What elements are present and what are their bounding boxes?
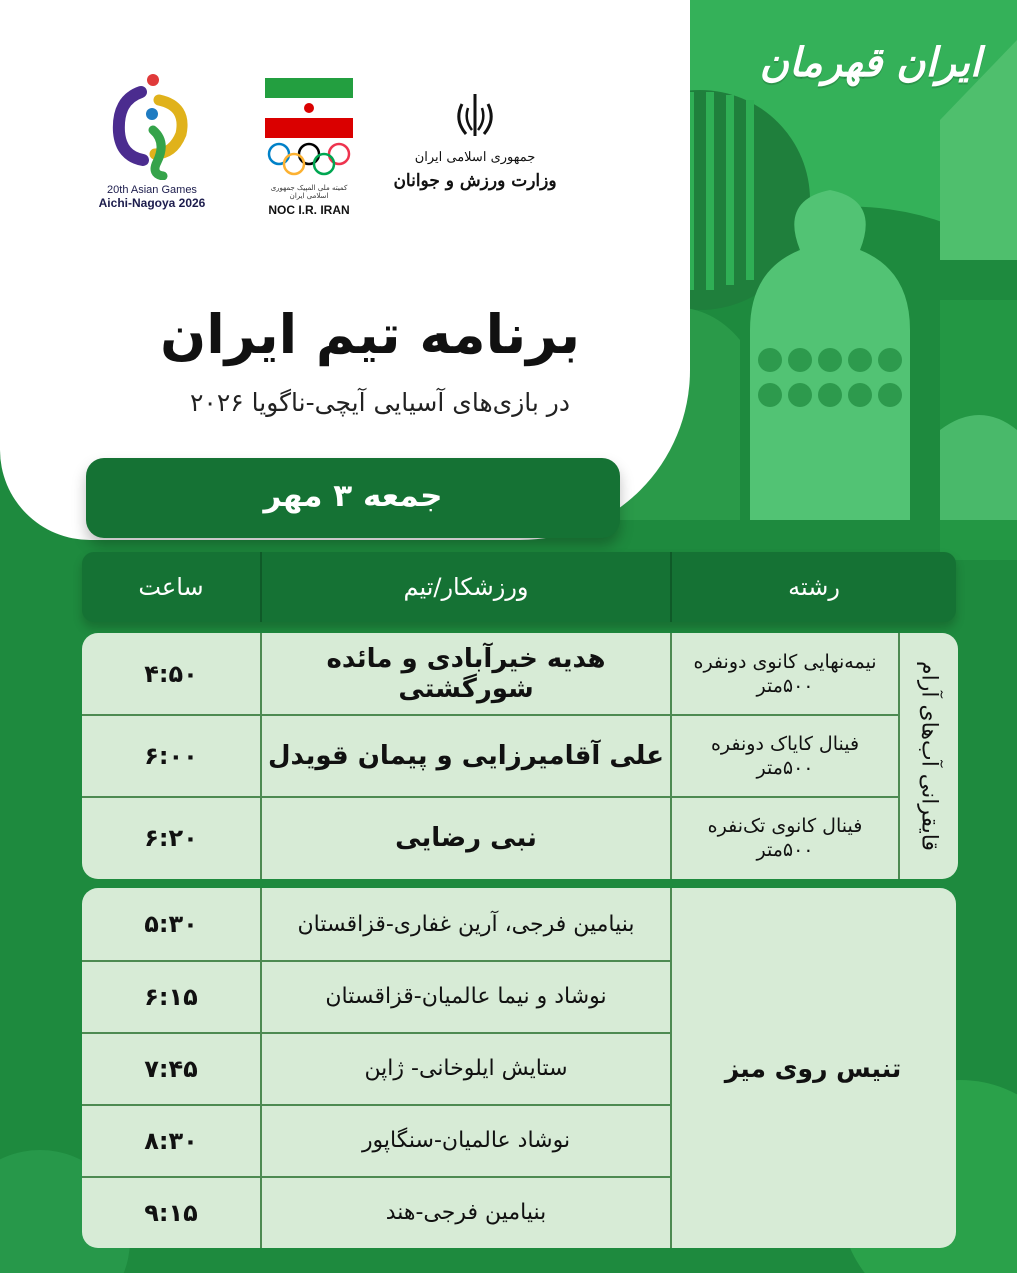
athlete-cell: ستایش ایلوخانی- ژاپن: [364, 1056, 568, 1081]
athlete-cell: هدیه خیرآبادی و مائده شورگشتی: [326, 643, 606, 704]
table-row: [82, 715, 956, 796]
athlete-cell: بنیامین فرجی-هند: [385, 1200, 547, 1225]
iran-flag-icon: [265, 78, 353, 138]
athlete-cell: نوشاد عالمیان-سنگاپور: [361, 1128, 571, 1153]
time-cell: ۶:۰۰: [144, 741, 198, 770]
iran-emblem-icon: [450, 90, 500, 140]
canoe-group: [82, 633, 956, 879]
asian-games-emblem-icon: [107, 70, 197, 180]
athlete-cell: علی آقامیرزایی و پیمان قویدل: [268, 740, 665, 771]
table-tennis-group: [82, 888, 956, 1248]
athlete-cell: نبی رضایی: [395, 823, 537, 853]
time-cell: ۴:۵۰: [144, 659, 198, 688]
athlete-cell: بنیامین فرجی، آرین غفاری-قزاقستان: [297, 911, 635, 937]
brand-logo-text: ایران قهرمان: [759, 40, 981, 86]
olympic-rings-icon: [265, 142, 353, 178]
ministry-line-2: وزارت ورزش و جوانان: [393, 171, 557, 191]
time-cell: ۸:۳۰: [144, 1126, 198, 1155]
ministry-line-1: جمهوری اسلامی ایران: [414, 150, 536, 165]
asian-games-caption-1: 20th Asian Games: [107, 184, 197, 196]
ministry-logo: [390, 90, 560, 191]
time-cell: ۶:۱۵: [144, 982, 198, 1011]
sport-label-table-tennis: تنیس روی میز: [724, 1053, 902, 1083]
sport-canoe-text: قایقرانی آب‌های آرام: [916, 661, 942, 851]
noc-subtitle: کمیته ملی المپیک جمهوری اسلامی ایران: [270, 184, 348, 200]
table-row: [82, 633, 956, 714]
athlete-cell: نوشاد و نیما عالمیان-قزاقستان: [325, 984, 607, 1009]
asian-games-logo: [92, 70, 212, 210]
event-cell: فینال کانوی تک‌نفره ۵۰۰متر: [707, 815, 863, 861]
event-cell: نیمه‌نهایی کانوی دونفره ۵۰۰متر: [693, 650, 877, 697]
page-title: برنامه تیم ایران: [160, 303, 580, 366]
date-label: جمعه ۳ مهر: [263, 478, 443, 514]
date-banner: [86, 458, 620, 538]
time-cell: ۶:۲۰: [144, 824, 198, 852]
time-cell: ۷:۴۵: [144, 1054, 198, 1083]
noc-label: NOC I.R. IRAN: [268, 203, 350, 217]
page-subtitle: در بازی‌های آسیایی آیچی-ناگویا ۲۰۲۶: [189, 388, 570, 417]
table-header: [82, 552, 956, 622]
header-athlete: ورزشکار/تیم: [403, 573, 529, 601]
header-time: ساعت: [138, 573, 204, 601]
sport-label-canoe: [898, 633, 958, 879]
time-cell: ۹:۱۵: [144, 1198, 198, 1227]
header-sport: رشته: [788, 573, 840, 601]
event-cell: فینال کایاک دونفره ۵۰۰متر: [710, 732, 860, 779]
time-cell: ۵:۳۰: [144, 910, 198, 938]
table-row: [82, 797, 956, 879]
noc-logo: [262, 78, 356, 217]
asian-games-caption-2: Aichi-Nagoya 2026: [98, 196, 206, 210]
